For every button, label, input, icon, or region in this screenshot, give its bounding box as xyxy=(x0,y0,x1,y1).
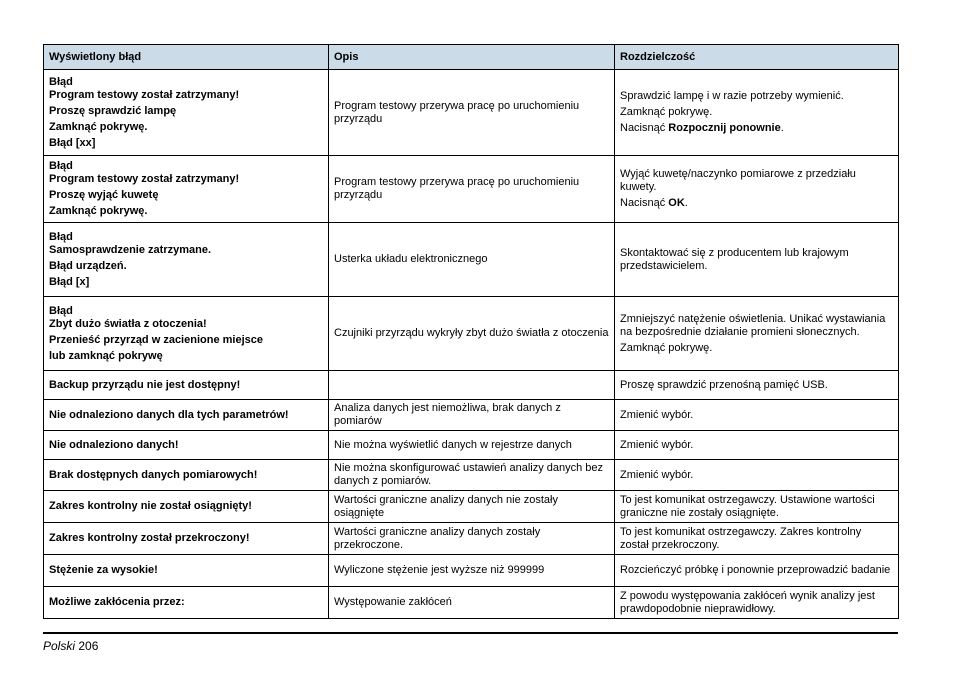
resolution-cell xyxy=(615,223,899,297)
error-line: Błąd xyxy=(49,160,73,172)
error-cell xyxy=(44,587,329,619)
error-line: Błąd urządzeń. xyxy=(49,259,127,272)
resolution-cell xyxy=(615,70,899,156)
description-cell: Analiza danych jest niemożliwa, brak danych z pomiarów xyxy=(329,400,615,431)
error-line: Zamknąć pokrywę. xyxy=(49,120,148,133)
error-line: Zakres kontrolny nie został osiągnięty! xyxy=(49,500,252,512)
error-line: Proszę wyjąć kuwetę xyxy=(49,189,159,201)
error-cell xyxy=(44,400,329,431)
error-cell xyxy=(44,460,329,491)
table-row xyxy=(44,587,899,619)
resolution-line: Zmienić wybór. xyxy=(620,408,694,421)
resolution-button-label: OK xyxy=(668,197,685,209)
header-description: Opis xyxy=(329,45,615,70)
error-cell xyxy=(44,297,329,371)
resolution-line: Zmienić wybór. xyxy=(620,468,694,481)
error-line: Backup przyrządu nie jest dostępny! xyxy=(49,378,241,391)
description-cell xyxy=(329,371,615,400)
table-row xyxy=(44,431,899,460)
resolution-text: . xyxy=(684,197,688,209)
resolution-line: To jest komunikat ostrzegawczy. Ustawione wartości graniczne nie zostały osiągnięte. xyxy=(620,493,875,519)
resolution-line xyxy=(620,197,893,210)
resolution-text: Nacisnąć xyxy=(620,122,669,134)
resolution-line: Wyjąć kuwetę/naczynko pomiarowe z przedziału kuwety. xyxy=(620,168,856,193)
resolution-cell xyxy=(615,523,899,555)
error-line: Zbyt dużo światła z otoczenia! xyxy=(49,317,207,330)
resolution-cell xyxy=(615,400,899,431)
error-cell xyxy=(44,555,329,587)
error-line: Zakres kontrolny został przekroczony! xyxy=(49,532,250,544)
resolution-cell xyxy=(615,431,899,460)
resolution-button-label: Rozpocznij ponownie xyxy=(668,122,781,134)
table-row xyxy=(44,297,899,371)
table-row xyxy=(44,371,899,400)
error-cell xyxy=(44,523,329,555)
error-line: Brak dostępnych danych pomiarowych! xyxy=(49,468,258,481)
error-table xyxy=(43,44,899,619)
resolution-text: . xyxy=(780,122,784,134)
resolution-cell xyxy=(615,460,899,491)
error-cell xyxy=(44,223,329,297)
error-line: Przenieść przyrząd w zacienione miejsce xyxy=(49,333,263,346)
header-resolution: Rozdzielczość xyxy=(615,45,899,70)
error-line: Błąd xyxy=(49,304,73,317)
resolution-line: Rozcieńczyć próbkę i ponownie przeprowadzić badanie xyxy=(620,564,891,576)
resolution-line: Zamknąć pokrywę. xyxy=(620,106,713,118)
table-row xyxy=(44,460,899,491)
resolution-cell xyxy=(615,297,899,371)
table-row xyxy=(44,523,899,555)
table-row xyxy=(44,156,899,223)
error-line: Stężenie za wysokie! xyxy=(49,564,158,576)
resolution-cell xyxy=(615,491,899,523)
error-line: Błąd [x] xyxy=(49,275,90,288)
error-line: Błąd xyxy=(49,75,73,88)
page-footer xyxy=(43,639,98,653)
table-header-row xyxy=(44,45,899,70)
error-line: Możliwe zakłócenia przez: xyxy=(49,596,185,608)
description-cell: Usterka układu elektronicznego xyxy=(329,223,615,297)
resolution-cell xyxy=(615,156,899,223)
description-cell: Wartości graniczne analizy danych zostały przekroczone. xyxy=(329,523,615,555)
resolution-line: To jest komunikat ostrzegawczy. Zakres kontrolny został przekroczony. xyxy=(620,525,862,551)
error-line: Błąd xyxy=(49,230,73,243)
error-line: Nie odnaleziono danych dla tych parametrów! xyxy=(49,408,289,421)
resolution-line: Zmniejszyć natężenie oświetlenia. Unikać wystawiania na bezpośrednie działanie promieni słonecznych. xyxy=(620,312,886,338)
resolution-line: Skontaktować się z producentem lub krajowym przedstawicielem. xyxy=(620,246,849,272)
description-cell: Nie można wyświetlić danych w rejestrze danych xyxy=(329,431,615,460)
error-cell xyxy=(44,431,329,460)
resolution-line: Proszę sprawdzić przenośną pamięć USB. xyxy=(620,378,828,391)
resolution-text: Nacisnąć xyxy=(620,197,669,209)
error-cell xyxy=(44,70,329,156)
page-number: 206 xyxy=(78,639,99,653)
error-cell xyxy=(44,371,329,400)
resolution-line: Sprawdzić lampę i w razie potrzeby wymienić. xyxy=(620,90,844,102)
error-cell xyxy=(44,156,329,223)
footer-rule xyxy=(43,632,898,634)
resolution-line: Z powodu występowania zakłóceń wynik analizy jest prawdopodobnie nieprawidłowy. xyxy=(620,589,875,615)
description-cell: Wartości graniczne analizy danych nie zostały osiągnięte xyxy=(329,491,615,523)
resolution-line: Zmienić wybór. xyxy=(620,438,694,451)
description-cell: Czujniki przyrządu wykryły zbyt dużo światła z otoczenia xyxy=(329,297,615,371)
description-cell: Program testowy przerywa pracę po uruchomieniu przyrządu xyxy=(329,70,615,156)
error-line: Program testowy został zatrzymany! xyxy=(49,173,240,185)
error-line: Program testowy został zatrzymany! xyxy=(49,88,240,101)
table-row xyxy=(44,555,899,587)
resolution-line: Zamknąć pokrywę. xyxy=(620,341,713,354)
table-row xyxy=(44,400,899,431)
table-body xyxy=(44,70,899,619)
error-line: Samosprawdzenie zatrzymane. xyxy=(49,243,212,256)
description-cell: Nie można skonfigurować ustawień analizy danych bez danych z pomiarów. xyxy=(329,460,615,491)
error-line: Proszę sprawdzić lampę xyxy=(49,104,177,117)
footer-language: Polski xyxy=(43,639,76,653)
resolution-line xyxy=(620,122,893,135)
error-line: lub zamknąć pokrywę xyxy=(49,349,163,362)
table-row xyxy=(44,491,899,523)
description-cell: Występowanie zakłóceń xyxy=(329,587,615,619)
header-error: Wyświetlony błąd xyxy=(44,45,329,70)
error-line: Zamknąć pokrywę. xyxy=(49,205,148,217)
resolution-cell xyxy=(615,587,899,619)
resolution-cell xyxy=(615,371,899,400)
error-line: Błąd [xx] xyxy=(49,136,96,149)
error-line: Nie odnaleziono danych! xyxy=(49,438,179,451)
description-cell: Program testowy przerywa pracę po uruchomieniu przyrządu xyxy=(329,156,615,223)
error-cell xyxy=(44,491,329,523)
table-row xyxy=(44,223,899,297)
table-row xyxy=(44,70,899,156)
description-cell: Wyliczone stężenie jest wyższe niż 999999 xyxy=(329,555,615,587)
resolution-cell xyxy=(615,555,899,587)
